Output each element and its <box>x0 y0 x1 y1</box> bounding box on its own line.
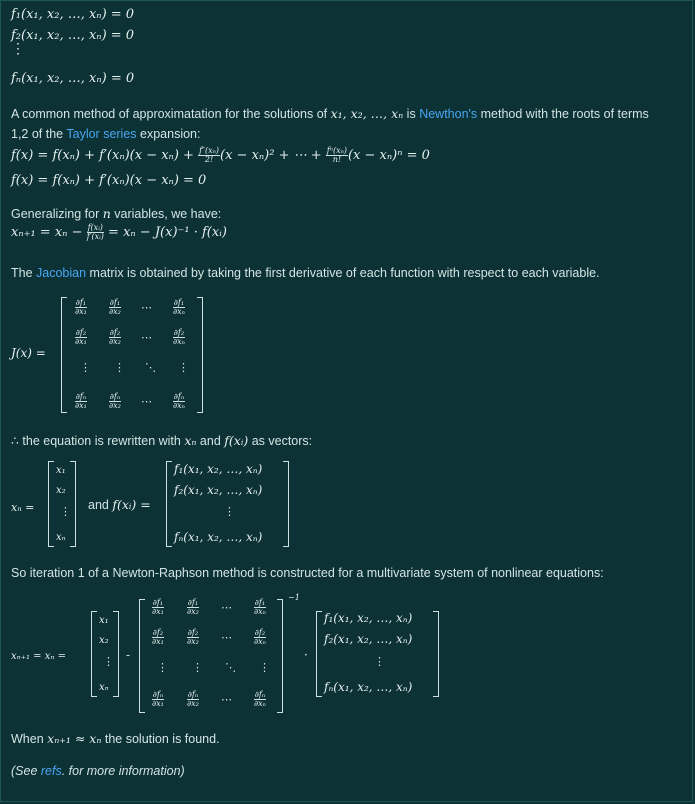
ddots: ⋱ <box>225 661 236 674</box>
jacobian-cell: ∂f₂ ∂x₁ <box>152 628 164 646</box>
x-entry: x₂ <box>56 485 66 496</box>
bracket-left <box>48 461 54 547</box>
f-vector-label: f(xᵢ) = <box>112 497 151 512</box>
f-entry: f₂(x₁, x₂, …, xₙ) <box>324 632 413 646</box>
bracket-right <box>113 611 119 697</box>
system-eq-2: f₂(x₁, x₂, …, xₙ) = 0 <box>11 28 135 43</box>
jacobian-cell: ∂fₙ ∂x₁ <box>75 392 87 410</box>
jacobian-cell: ∂f₁ ∂xₙ <box>254 598 266 616</box>
bracket-right <box>70 461 76 547</box>
bracket-left <box>91 611 97 697</box>
intro-line-1 <box>11 106 649 121</box>
intro-text: 1,2 of the <box>11 127 67 141</box>
generalize-text-a: Generalizing for <box>11 207 103 221</box>
x-entry: x₁ <box>99 615 109 626</box>
system-eq-1: f₁(x₁, x₂, …, xₙ) = 0 <box>11 7 135 22</box>
jacobian-cell: ∂f₂ ∂x₁ <box>75 328 87 346</box>
conclusion-text <box>11 731 220 746</box>
and-word: and <box>88 498 113 512</box>
hdots: ⋯ <box>141 331 152 344</box>
refs-link[interactable]: refs <box>40 764 62 778</box>
frac-num: f″(xₙ) <box>199 146 220 156</box>
jacobian-cell: ∂f₂ ∂x₂ <box>187 628 199 646</box>
conclusion-text-b: the solution is found. <box>101 732 220 746</box>
vectors-var-x: xₙ <box>184 433 197 448</box>
f-entry: f₂(x₁, x₂, …, xₙ) <box>174 483 263 497</box>
generalize-var: n <box>102 206 111 221</box>
generalize-rhs: = xₙ − J(x)⁻¹ · f(xᵢ) <box>103 225 227 240</box>
system-eq-n: fₙ(x₁, x₂, …, xₙ) = 0 <box>11 71 135 86</box>
taylor-tail: (x − xₙ)ⁿ = 0 <box>347 148 430 163</box>
jacobian-text-b: matrix is obtained by taking the first derivative of each function with respect to each variable. <box>86 266 600 280</box>
jacobian-cell: ∂f₁ ∂xₙ <box>173 298 185 316</box>
taylor-eq-2: f(x) = f(xₙ) + f′(xₙ)(x − xₙ) = 0 <box>11 173 207 188</box>
x-vector-label: xₙ = <box>11 501 35 514</box>
generalize-text <box>11 206 221 221</box>
frac-den: f′(xᵢ) <box>86 232 104 242</box>
jacobian-cell: ∂fₙ ∂xₙ <box>173 392 185 410</box>
frac-den: n! <box>332 155 342 165</box>
x-entry: xₙ <box>99 682 109 693</box>
refs-text-b: . for more information) <box>61 764 185 778</box>
intro-text: method with the roots of terms <box>477 107 649 121</box>
bracket-right <box>433 611 439 697</box>
f-entry: fₙ(x₁, x₂, …, xₙ) <box>174 530 263 544</box>
vdots: ⋮ <box>192 661 203 674</box>
jacobian-cell: ∂fₙ ∂x₂ <box>109 392 121 410</box>
iteration-text: So iteration 1 of a Newton-Raphson method is constructed for a multivariate system of nonlinear equations: <box>11 566 604 580</box>
jacobian-cell: ∂f₁ ∂x₁ <box>152 598 164 616</box>
dot-operator: · <box>304 648 308 662</box>
jacobian-cell: ∂fₙ ∂x₂ <box>187 690 199 708</box>
vectors-text-a: ∴ the equation is rewritten with <box>11 434 185 448</box>
jacobian-cell: ∂f₁ ∂x₁ <box>75 298 87 316</box>
jacobian-cell: ∂f₂ ∂x₂ <box>109 328 121 346</box>
bracket-left <box>316 611 322 697</box>
generalize-lhs: xₙ₊₁ = xₙ − <box>11 225 87 240</box>
jacobian-text-a: The <box>11 266 37 280</box>
vectors-var-f: f(xᵢ) <box>224 433 249 448</box>
x-entry: xₙ <box>56 532 66 543</box>
taylor-lhs: f(x) = f(xₙ) + f′(xₙ)(x − xₙ) + <box>11 148 199 163</box>
bracket-left <box>139 599 145 713</box>
inverse-exponent: −1 <box>288 593 300 602</box>
vdots: ⋮ <box>157 661 168 674</box>
conclusion-text-a: When <box>11 732 48 746</box>
minus-sign: - <box>126 648 131 662</box>
generalize-frac <box>87 224 104 241</box>
hdots: ⋯ <box>141 301 152 314</box>
jacobian-cell: ∂f₁ ∂x₂ <box>109 298 121 316</box>
f-entry: f₁(x₁, x₂, …, xₙ) <box>324 611 413 625</box>
hdots: ⋯ <box>141 395 152 408</box>
hdots: ⋯ <box>221 631 232 644</box>
taylor-frac-1 <box>198 147 220 164</box>
vdots: ⋮ <box>103 655 114 668</box>
taylor-eq-1 <box>11 147 430 164</box>
jacobian-cell: ∂f₂ ∂xₙ <box>254 628 266 646</box>
bracket-left <box>166 461 172 547</box>
x-entry: x₁ <box>56 465 66 476</box>
intro-vars: x₁, x₂, …, xₙ <box>330 106 404 121</box>
x-entry: x₂ <box>99 635 109 646</box>
vectors-text <box>11 433 312 448</box>
and-text <box>88 497 151 512</box>
hdots: ⋯ <box>221 601 232 614</box>
vectors-text-c: as vectors: <box>248 434 313 448</box>
jacobian-text <box>11 266 600 280</box>
vectors-text-b: and <box>196 434 225 448</box>
jacobian-cell: ∂f₂ ∂xₙ <box>173 328 185 346</box>
taylor-series-link[interactable]: Taylor series <box>66 127 137 141</box>
vdots: ⋮ <box>114 361 125 374</box>
vdots: ⋮ <box>224 505 235 518</box>
refs-note <box>11 764 185 778</box>
ddots: ⋱ <box>145 361 156 374</box>
frac-num: f(xᵢ) <box>87 223 103 233</box>
iteration-label: xₙ₊₁ = xₙ = <box>11 651 66 662</box>
vdots: ⋮ <box>374 655 385 668</box>
taylor-mid: (x − xₙ)² + ⋯ + <box>220 148 326 163</box>
intro-text: A common method of approximatation for the solutions of <box>11 107 331 121</box>
system-vdots: ⋮ <box>11 41 25 57</box>
jacobian-cell: ∂f₁ ∂x₂ <box>187 598 199 616</box>
conclusion-condition: xₙ₊₁ ≈ xₙ <box>47 731 102 746</box>
f-entry: f₁(x₁, x₂, …, xₙ) <box>174 462 263 476</box>
vdots: ⋮ <box>178 361 189 374</box>
generalize-eq <box>11 224 227 241</box>
intro-text: is <box>403 107 420 121</box>
bracket-right <box>197 297 203 413</box>
bracket-right <box>277 599 283 713</box>
bracket-right <box>283 461 289 547</box>
hdots: ⋯ <box>221 693 232 706</box>
frac-num: fⁿ(xₙ) <box>326 146 347 156</box>
jacobian-cell: ∂fₙ ∂x₁ <box>152 690 164 708</box>
generalize-text-b: variables, we have: <box>110 207 222 221</box>
vdots: ⋮ <box>259 661 270 674</box>
bracket-left <box>61 297 67 413</box>
vdots: ⋮ <box>60 505 71 518</box>
jacobian-cell: ∂fₙ ∂xₙ <box>254 690 266 708</box>
newton-link[interactable]: Newthon's <box>419 107 478 121</box>
intro-text: expansion: <box>136 127 201 141</box>
jacobian-link[interactable]: Jacobian <box>36 266 87 280</box>
f-entry: fₙ(x₁, x₂, …, xₙ) <box>324 680 413 694</box>
taylor-frac-2 <box>326 147 348 164</box>
vdots: ⋮ <box>80 361 91 374</box>
frac-den: 2! <box>204 155 214 165</box>
intro-line-2 <box>11 127 200 141</box>
refs-text-a: (See <box>11 764 41 778</box>
jacobian-label: J(x) = <box>11 346 46 360</box>
